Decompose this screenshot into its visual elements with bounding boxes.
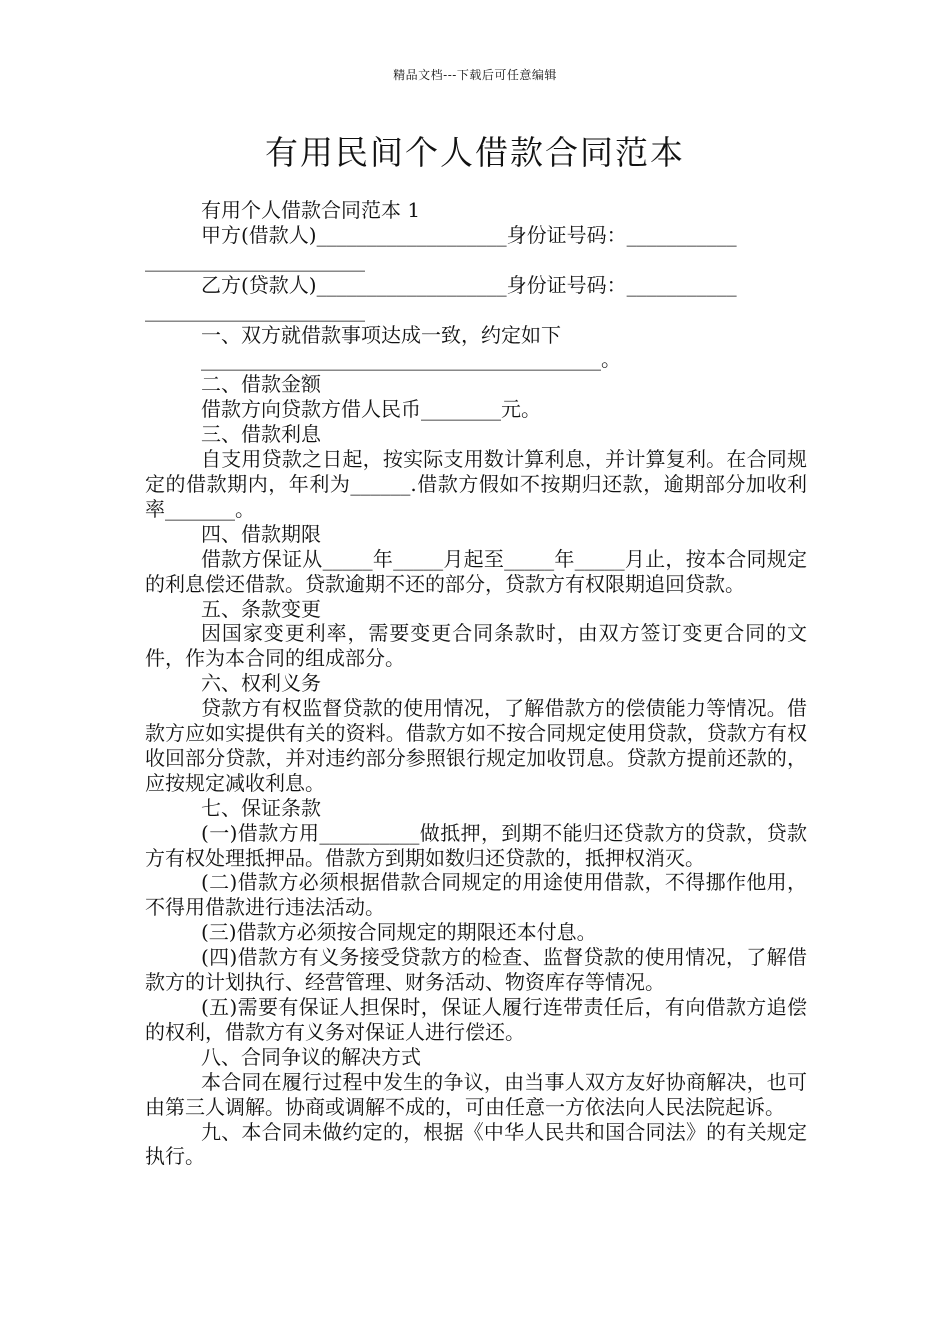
section-8-text: 本合同在履行过程中发生的争议，由当事人双方友好协商解决，也可由第三人调解。协商或调解不成的，可由任意一方依法向人民法院起诉。 <box>145 1069 807 1119</box>
section-7-clause-4: (四)借款方有义务接受贷款方的检查、监督贷款的使用情况，了解借款方的计划执行、经营管理、财务活动、物资库存等情况。 <box>145 945 807 995</box>
section-3-heading: 三、借款利息 <box>201 422 321 447</box>
section-1-heading: 一、双方就借款事项达成一致，约定如下 <box>201 322 561 347</box>
section-9-text: 九、本合同未做约定的，根据《中华人民共和国合同法》的有关规定执行。 <box>145 1119 807 1169</box>
party-a-line: 甲方(借款人)___________________身份证号码：___________ <box>201 222 737 247</box>
section-7-clause-5: (五)需要有保证人担保时，保证人履行连带责任后，有向借款方追偿的权利，借款方有义务对保证人进行偿还。 <box>145 995 807 1044</box>
section-4-text: 借款方保证从_____年_____月起至_____年_____月止，按本合同规定的利息偿还借款。贷款逾期不还的部分，贷款方有权限期追回贷款。 <box>145 546 807 596</box>
section-5-heading: 五、条款变更 <box>201 596 321 621</box>
section-4-heading: 四、借款期限 <box>201 521 321 546</box>
section-2-text: 借款方向贷款方借人民币________元。 <box>201 397 541 422</box>
section-7-clause-1: (一)借款方用__________做抵押，到期不能归还贷款方的贷款，贷款方有权处理抵押品。借款方到期如数归还贷款的，抵押权消灭。 <box>145 820 807 870</box>
section-6-heading: 六、权利义务 <box>201 671 321 696</box>
document-body <box>145 198 807 1169</box>
section-2-heading: 二、借款金额 <box>201 372 321 397</box>
section-1-blank: ________________________________________。 <box>201 347 621 372</box>
section-7-clause-2: (二)借款方必须根据借款合同规定的用途使用借款，不得挪作他用，不得用借款进行违法活动。 <box>145 870 807 920</box>
subtitle-line: 有用个人借款合同范本 1 <box>201 198 421 222</box>
document-title: 有用民间个人借款合同范本 <box>265 133 685 172</box>
section-6-text: 贷款方有权监督贷款的使用情况，了解借款方的偿债能力等情况。借款方应如实提供有关的资料。借款方如不按合同规定使用贷款，贷款方有权收回部分贷款，并对违约部分参照银行规定加收罚息。贷款方提前还款的，应按规定减收利息。 <box>145 696 807 795</box>
header-note: 精品文档---下载后可任意编辑 <box>393 68 557 82</box>
party-a-continuation: ______________________ <box>145 247 365 272</box>
section-7-heading: 七、保证条款 <box>201 795 321 820</box>
party-b-line: 乙方(贷款人)___________________身份证号码：___________ <box>201 272 737 297</box>
section-8-heading: 八、合同争议的解决方式 <box>201 1044 421 1069</box>
section-7-clause-3: (三)借款方必须按合同规定的期限还本付息。 <box>201 920 597 945</box>
section-5-text: 因国家变更利率，需要变更合同条款时，由双方签订变更合同的文件，作为本合同的组成部分。 <box>145 621 807 671</box>
party-b-continuation: ______________________ <box>145 297 365 322</box>
section-3-text: 自支用贷款之日起，按实际支用数计算利息，并计算复利。在合同规定的借款期内，年利为______.借款方假如不按期归还款，逾期部分加收利率_______。 <box>145 447 807 521</box>
